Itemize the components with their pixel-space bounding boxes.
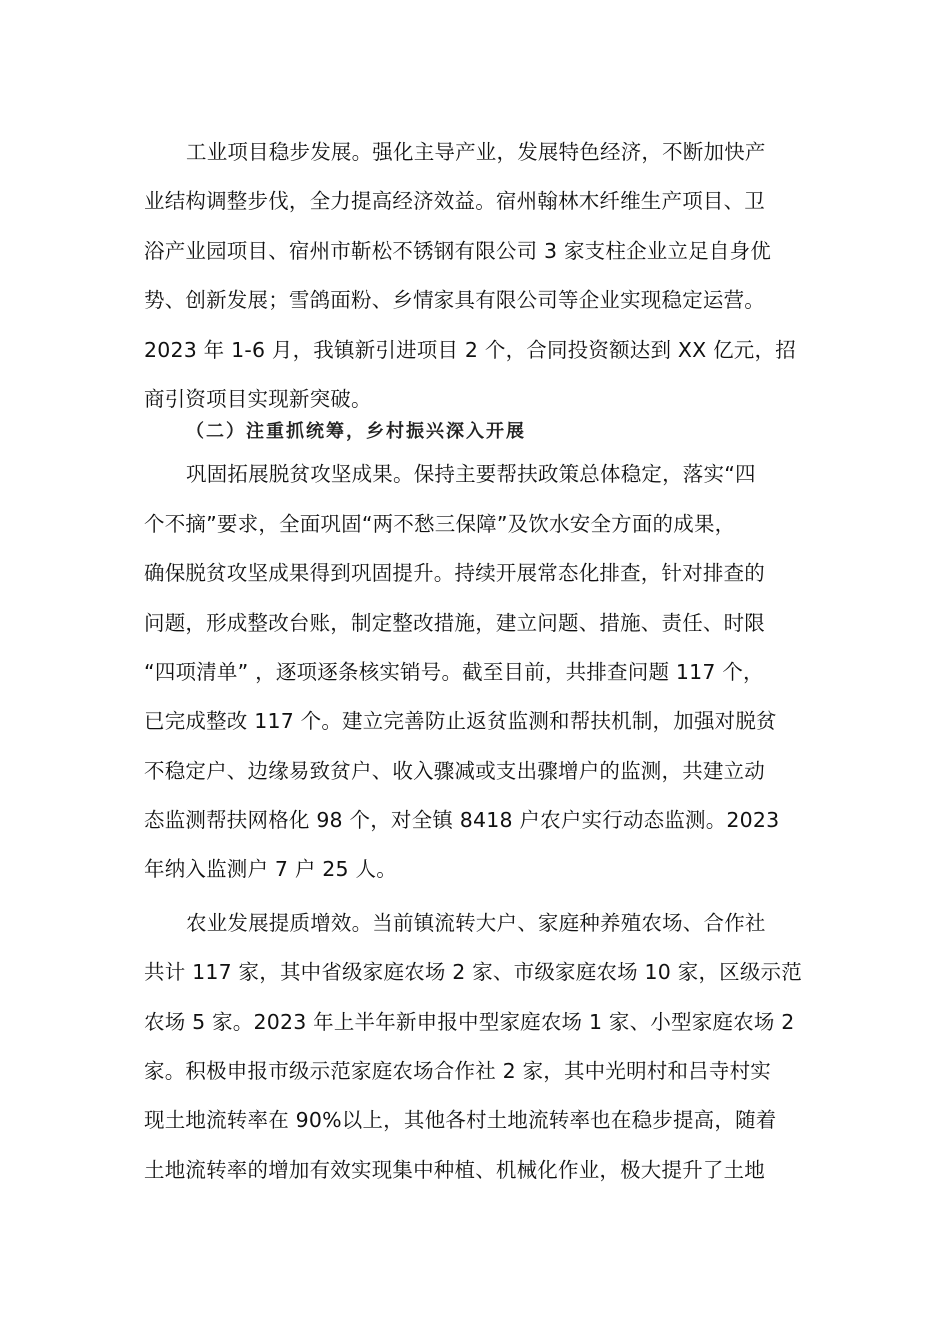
text-line: 现土地流转率在 90%以上，其他各村土地流转率也在稳步提高，随着	[144, 1108, 777, 1133]
text-line: 年纳入监测户 7 户 25 人。	[144, 857, 397, 882]
text-line: 已完成整改 117 个。建立完善防止返贫监测和帮扶机制，加强对脱贫	[144, 709, 777, 734]
text-line: 态监测帮扶网格化 98 个，对全镇 8418 户农户实行动态监测。2023	[144, 808, 780, 833]
text-line: 确保脱贫攻坚成果得到巩固提升。持续开展常态化排查，针对排查的	[144, 561, 765, 586]
text-line: 家。积极申报市级示范家庭农场合作社 2 家，其中光明村和吕寺村实	[144, 1059, 771, 1084]
text-line: 巩固拓展脱贫攻坚成果。保持主要帮扶政策总体稳定，落实“四	[186, 462, 756, 487]
paragraph-agriculture-development	[144, 899, 810, 1195]
text-line: 农场 5 家。2023 年上半年新申报中型家庭农场 1 家、小型家庭农场 2	[144, 1009, 795, 1034]
text-line: 势、创新发展；雪鸽面粉、乡情家具有限公司等企业实现稳定运营。	[144, 288, 765, 313]
text-line: 土地流转率的增加有效实现集中种植、机械化作业，极大提升了土地	[144, 1157, 765, 1182]
paragraph-industrial-projects	[144, 128, 810, 424]
text-line: 共计 117 家，其中省级家庭农场 2 家、市级家庭农场 10 家，区级示范	[144, 960, 802, 985]
text-line: 问题，形成整改台账，制定整改措施，建立问题、措施、责任、时限	[144, 610, 765, 635]
text-line: 工业项目稳步发展。强化主导产业，发展特色经济，不断加快产	[186, 140, 766, 164]
paragraph-poverty-alleviation	[144, 450, 810, 895]
section-heading-rural-revitalization: （二）注重抓统筹，乡村振兴深入开展	[186, 421, 526, 443]
text-line: 农业发展提质增效。当前镇流转大户、家庭种养殖农场、合作社	[186, 910, 766, 935]
text-line: “四项清单” ，逐项逐条核实销号。截至目前，共排查问题 117 个，	[144, 659, 764, 684]
text-line: 个不摘”要求，全面巩固“两不愁三保障”及饮水安全方面的成果，	[144, 511, 736, 536]
text-line: 不稳定户、边缘易致贫户、收入骤减或支出骤增户的监测，共建立动	[144, 758, 765, 783]
text-line: 2023 年 1-6 月，我镇新引进项目 2 个，合同投资额达到 XX 亿元，招	[144, 337, 796, 362]
document-body	[144, 128, 810, 1195]
text-line: 浴产业园项目、宿州市靳松不锈钢有限公司 3 家支柱企业立足自身优	[144, 238, 771, 263]
text-line: 商引资项目实现新突破。	[144, 386, 372, 411]
text-line: 业结构调整步伐，全力提高经济效益。宿州翰林木纤维生产项目、卫	[144, 189, 765, 214]
